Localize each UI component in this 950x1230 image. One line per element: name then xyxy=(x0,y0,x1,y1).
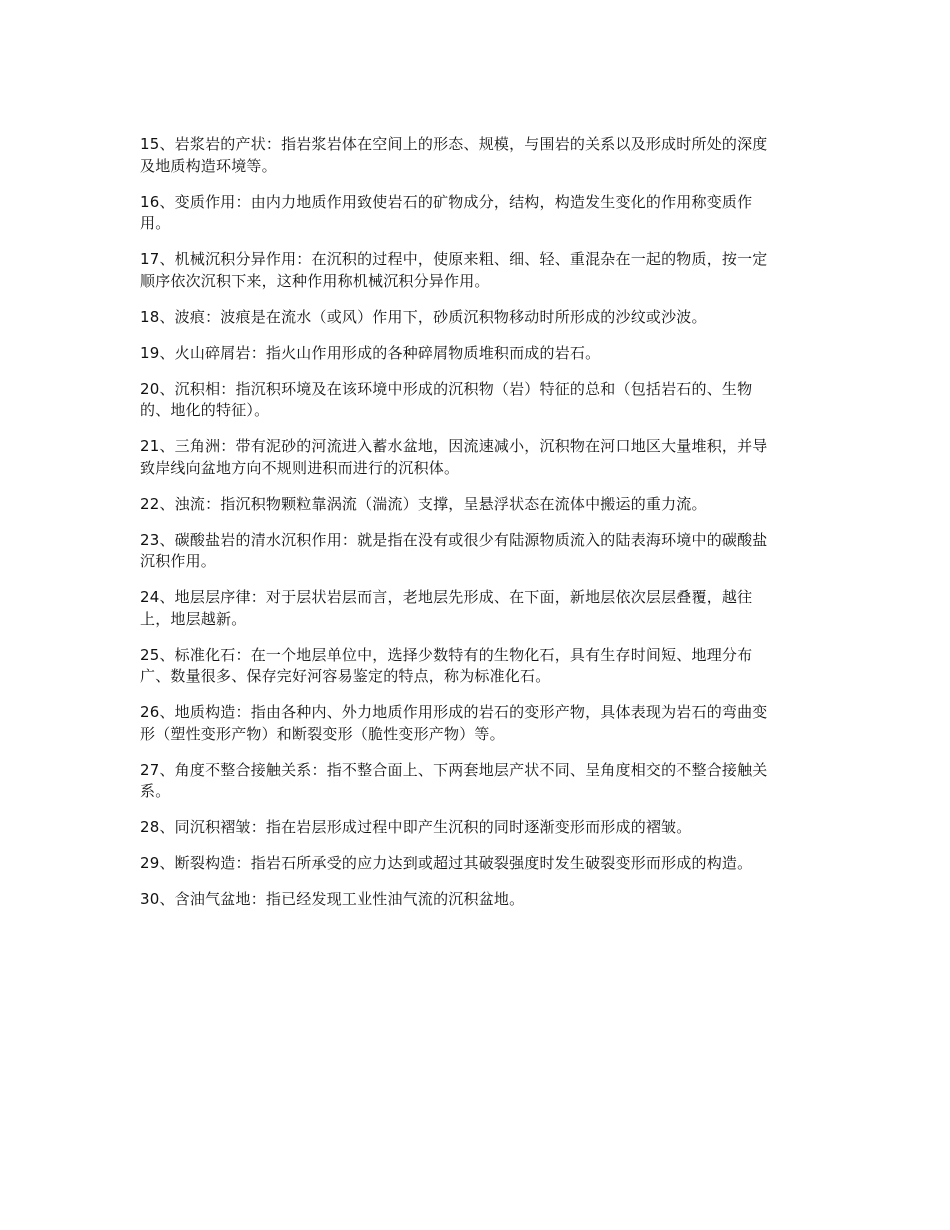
definition-item: 25、标准化石：在一个地层单位中，选择少数特有的生物化石，具有生存时间短、地理分布广、数量很多、保存完好河容易鉴定的特点，称为标准化石。 xyxy=(140,645,753,685)
definition-item: 16、变质作用：由内力地质作用致使岩石的矿物成分，结构，构造发生变化的作用称变质作用。 xyxy=(140,192,753,232)
definition-item: 21、三角洲：带有泥砂的河流进入蓄水盆地，因流速减小，沉积物在河口地区大量堆积，并导致岸线向盆地方向不规则进积而进行的沉积体。 xyxy=(140,437,768,477)
definition-item: 29、断裂构造：指岩石所承受的应力达到或超过其破裂强度时发生破裂变形而形成的构造。 xyxy=(140,854,753,872)
definition-item: 19、火山碎屑岩：指火山作用形成的各种碎屑物质堆积而成的岩石。 xyxy=(140,343,601,362)
definition-item: 20、沉积相：指沉积环境及在该环境中形成的沉积物（岩）特征的总和（包括岩石的、生物的、地化的特征）。 xyxy=(140,379,753,419)
definition-item: 26、地质构造：指由各种内、外力地质作用形成的岩石的变形产物，具体表现为岩石的弯曲变形（塑性变形产物）和断裂变形（脆性变形产物）等。 xyxy=(140,703,768,743)
definition-item: 22、浊流：指沉积物颗粒靠涡流（湍流）支撑，呈悬浮状态在流体中搬运的重力流。 xyxy=(140,494,707,513)
definition-item: 27、角度不整合接触关系：指不整合面上、下两套地层产状不同、呈角度相交的不整合接触关系。 xyxy=(140,760,768,800)
definition-item: 17、机械沉积分异作用：在沉积的过程中，使原来粗、细、轻、重混杂在一起的物质，按一定顺序依次沉积下来，这种作用称机械沉积分异作用。 xyxy=(140,250,768,290)
definition-item: 18、波痕：波痕是在流水（或风）作用下，砂质沉积物移动时所形成的沙纹或沙波。 xyxy=(140,307,707,326)
definition-item: 24、地层层序律：对于层状岩层而言，老地层先形成、在下面，新地层依次层层叠覆，越往上，地层越新。 xyxy=(140,588,753,628)
definition-item: 30、含油气盆地：指已经发现工业性油气流的沉积盆地。 xyxy=(140,890,525,908)
definition-item: 28、同沉积褶皱：指在岩层形成过程中即产生沉积的同时逐渐变形而形成的褶皱。 xyxy=(140,818,692,836)
definitions-list xyxy=(140,134,780,925)
definition-item: 23、碳酸盐岩的清水沉积作用：就是指在没有或很少有陆源物质流入的陆表海环境中的碳酸盐沉积作用。 xyxy=(140,530,768,570)
definition-item: 15、岩浆岩的产状：指岩浆岩体在空间上的形态、规模，与围岩的关系以及形成时所处的深度及地质构造环境等。 xyxy=(140,135,768,175)
